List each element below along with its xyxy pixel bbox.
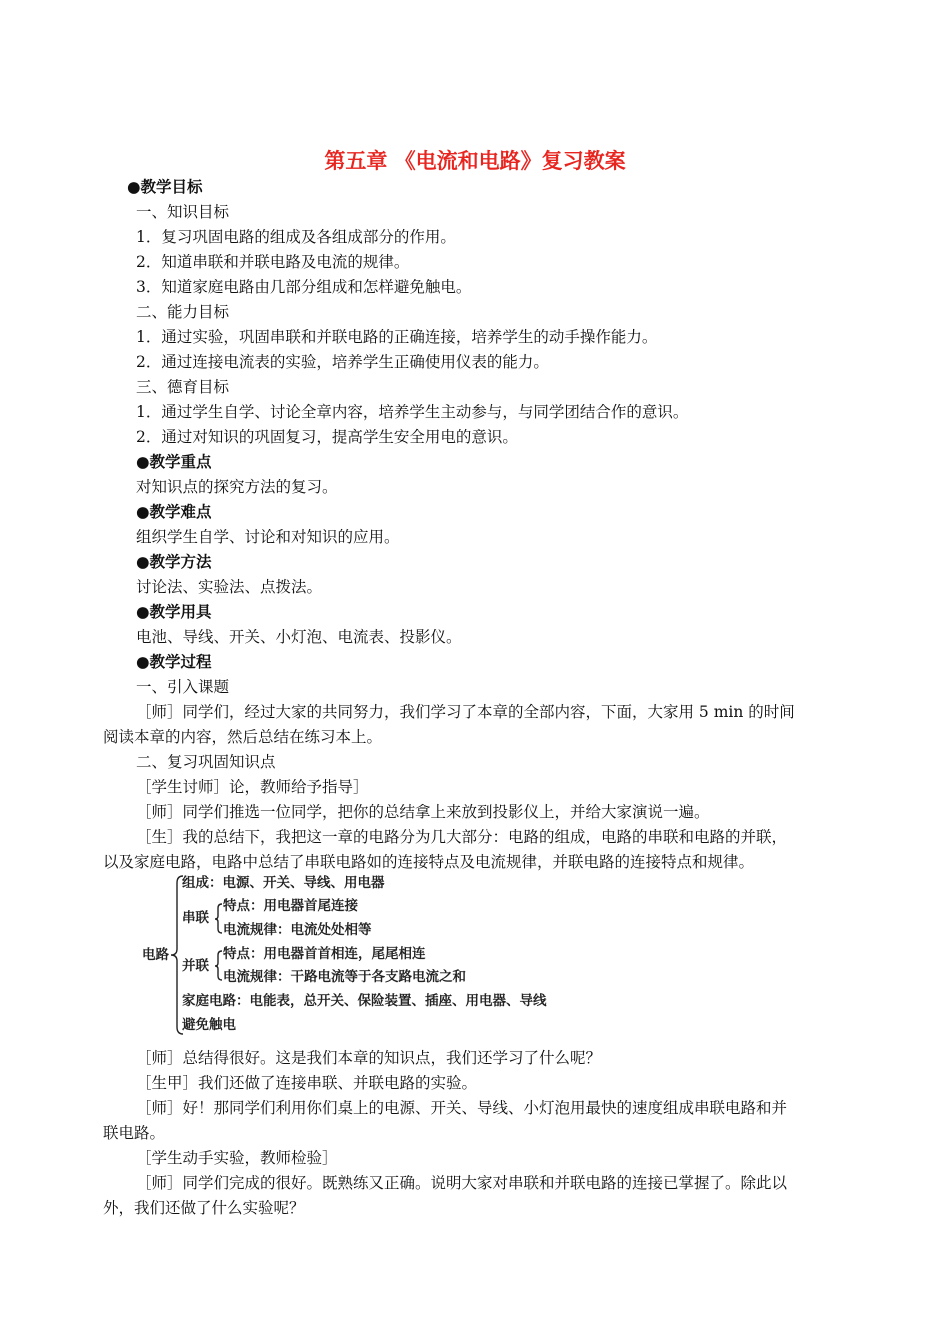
bullet-icon: ● xyxy=(136,653,150,671)
heading-key: ●教学重点 xyxy=(136,453,212,471)
heading-difficulty: ●教学难点 xyxy=(136,503,212,521)
tools-text: 电池、导线、开关、小灯泡、电流表、投影仪。 xyxy=(136,628,462,646)
goal-knowledge-1: 1．复习巩固电路的组成及各组成部分的作用。 xyxy=(136,228,456,246)
process-step-1: 一、引入课题 xyxy=(136,678,230,696)
heading-tools: ●教学用具 xyxy=(136,603,212,621)
diagram-root: 电路 xyxy=(142,947,169,963)
key-text: 对知识点的探究方法的复习。 xyxy=(136,478,338,496)
circuit-summary-diagram xyxy=(135,873,585,1038)
diagram-household: 家庭电路：电能表，总开关、保险装置、插座、用电器、导线 xyxy=(182,993,547,1009)
heading-method: ●教学方法 xyxy=(136,553,212,571)
dialogue-line: ［生］我的总结下，我把这一章的电路分为几大部分：电路的组成，电路的串联和电路的并联， xyxy=(136,828,788,846)
dialogue-line: ［生甲］我们还做了连接串联、并联电路的实验。 xyxy=(136,1074,478,1092)
dialogue-line: ［师］同学们，经过大家的共同努力，我们学习了本章的全部内容，下面，大家用 5 min 的时间 xyxy=(136,703,795,721)
dialogue-line: ［学生讨师］论，教师给予指导］ xyxy=(136,778,369,796)
dialogue-line: 阅读本章的内容，然后总结在练习本上。 xyxy=(103,728,383,746)
dialogue-line: 外，我们还做了什么实验呢？ xyxy=(103,1199,305,1217)
diagram-parallel-current: 电流规律：干路电流等于各支路电流之和 xyxy=(223,969,466,985)
goal-ability-2: 2．通过连接电流表的实验，培养学生正确使用仪表的能力。 xyxy=(136,353,549,371)
heading-process: ●教学过程 xyxy=(136,653,212,671)
diagram-composition: 组成：电源、开关、导线、用电器 xyxy=(182,875,385,891)
diagram-series-current: 电流规律：电流处处相等 xyxy=(223,922,372,938)
dialogue-line: ［师］总结得很好。这是我们本章的知识点，我们还学习了什么呢？ xyxy=(136,1049,602,1067)
diagram-parallel: 并联 xyxy=(182,958,209,974)
dialogue-line: ［师］好！那同学们利用你们桌上的电源、开关、导线、小灯泡用最快的速度组成串联电路和并 xyxy=(136,1099,788,1117)
diagram-series: 串联 xyxy=(182,910,209,926)
goal-ability: 二、能力目标 xyxy=(136,303,230,321)
bullet-icon: ● xyxy=(136,603,150,621)
goal-knowledge: 一、知识目标 xyxy=(136,203,230,221)
bullet-icon: ● xyxy=(136,453,150,471)
dialogue-line: ［师］同学们推选一位同学，把你的总结拿上来放到投影仪上，并给大家演说一遍。 xyxy=(136,803,710,821)
document-title: 第五章 《电流和电路》复习教案 xyxy=(324,149,626,173)
bullet-icon: ● xyxy=(127,178,141,196)
diagram-series-feature: 特点：用电器首尾连接 xyxy=(223,898,358,914)
method-text: 讨论法、实验法、点拨法。 xyxy=(136,578,323,596)
diagram-avoid: 避免触电 xyxy=(182,1017,236,1033)
dialogue-line: 联电路。 xyxy=(103,1124,166,1142)
difficulty-text: 组织学生自学、讨论和对知识的应用。 xyxy=(136,528,400,546)
goal-moral: 三、德育目标 xyxy=(136,378,230,396)
heading-goals: ●教学目标 xyxy=(127,178,203,196)
bullet-icon: ● xyxy=(136,503,150,521)
process-step-2: 二、复习巩固知识点 xyxy=(136,753,276,771)
goal-moral-1: 1．通过学生自学、讨论全章内容，培养学生主动参与，与同学团结合作的意识。 xyxy=(136,403,689,421)
goal-moral-2: 2．通过对知识的巩固复习，提高学生安全用电的意识。 xyxy=(136,428,518,446)
diagram-parallel-feature: 特点：用电器首首相连，尾尾相连 xyxy=(223,946,426,962)
bullet-icon: ● xyxy=(136,553,150,571)
dialogue-line: 以及家庭电路，电路中总结了串联电路如的连接特点及电流规律，并联电路的连接特点和规律。 xyxy=(103,853,755,871)
dialogue-line: ［师］同学们完成的很好。既熟练又正确。说明大家对串联和并联电路的连接已掌握了。除此以 xyxy=(136,1174,788,1192)
dialogue-line: ［学生动手实验，教师检验］ xyxy=(136,1149,338,1167)
goal-knowledge-3: 3．知道家庭电路由几部分组成和怎样避免触电。 xyxy=(136,278,472,296)
goal-ability-1: 1．通过实验，巩固串联和并联电路的正确连接，培养学生的动手操作能力。 xyxy=(136,328,658,346)
goal-knowledge-2: 2．知道串联和并联电路及电流的规律。 xyxy=(136,253,410,271)
